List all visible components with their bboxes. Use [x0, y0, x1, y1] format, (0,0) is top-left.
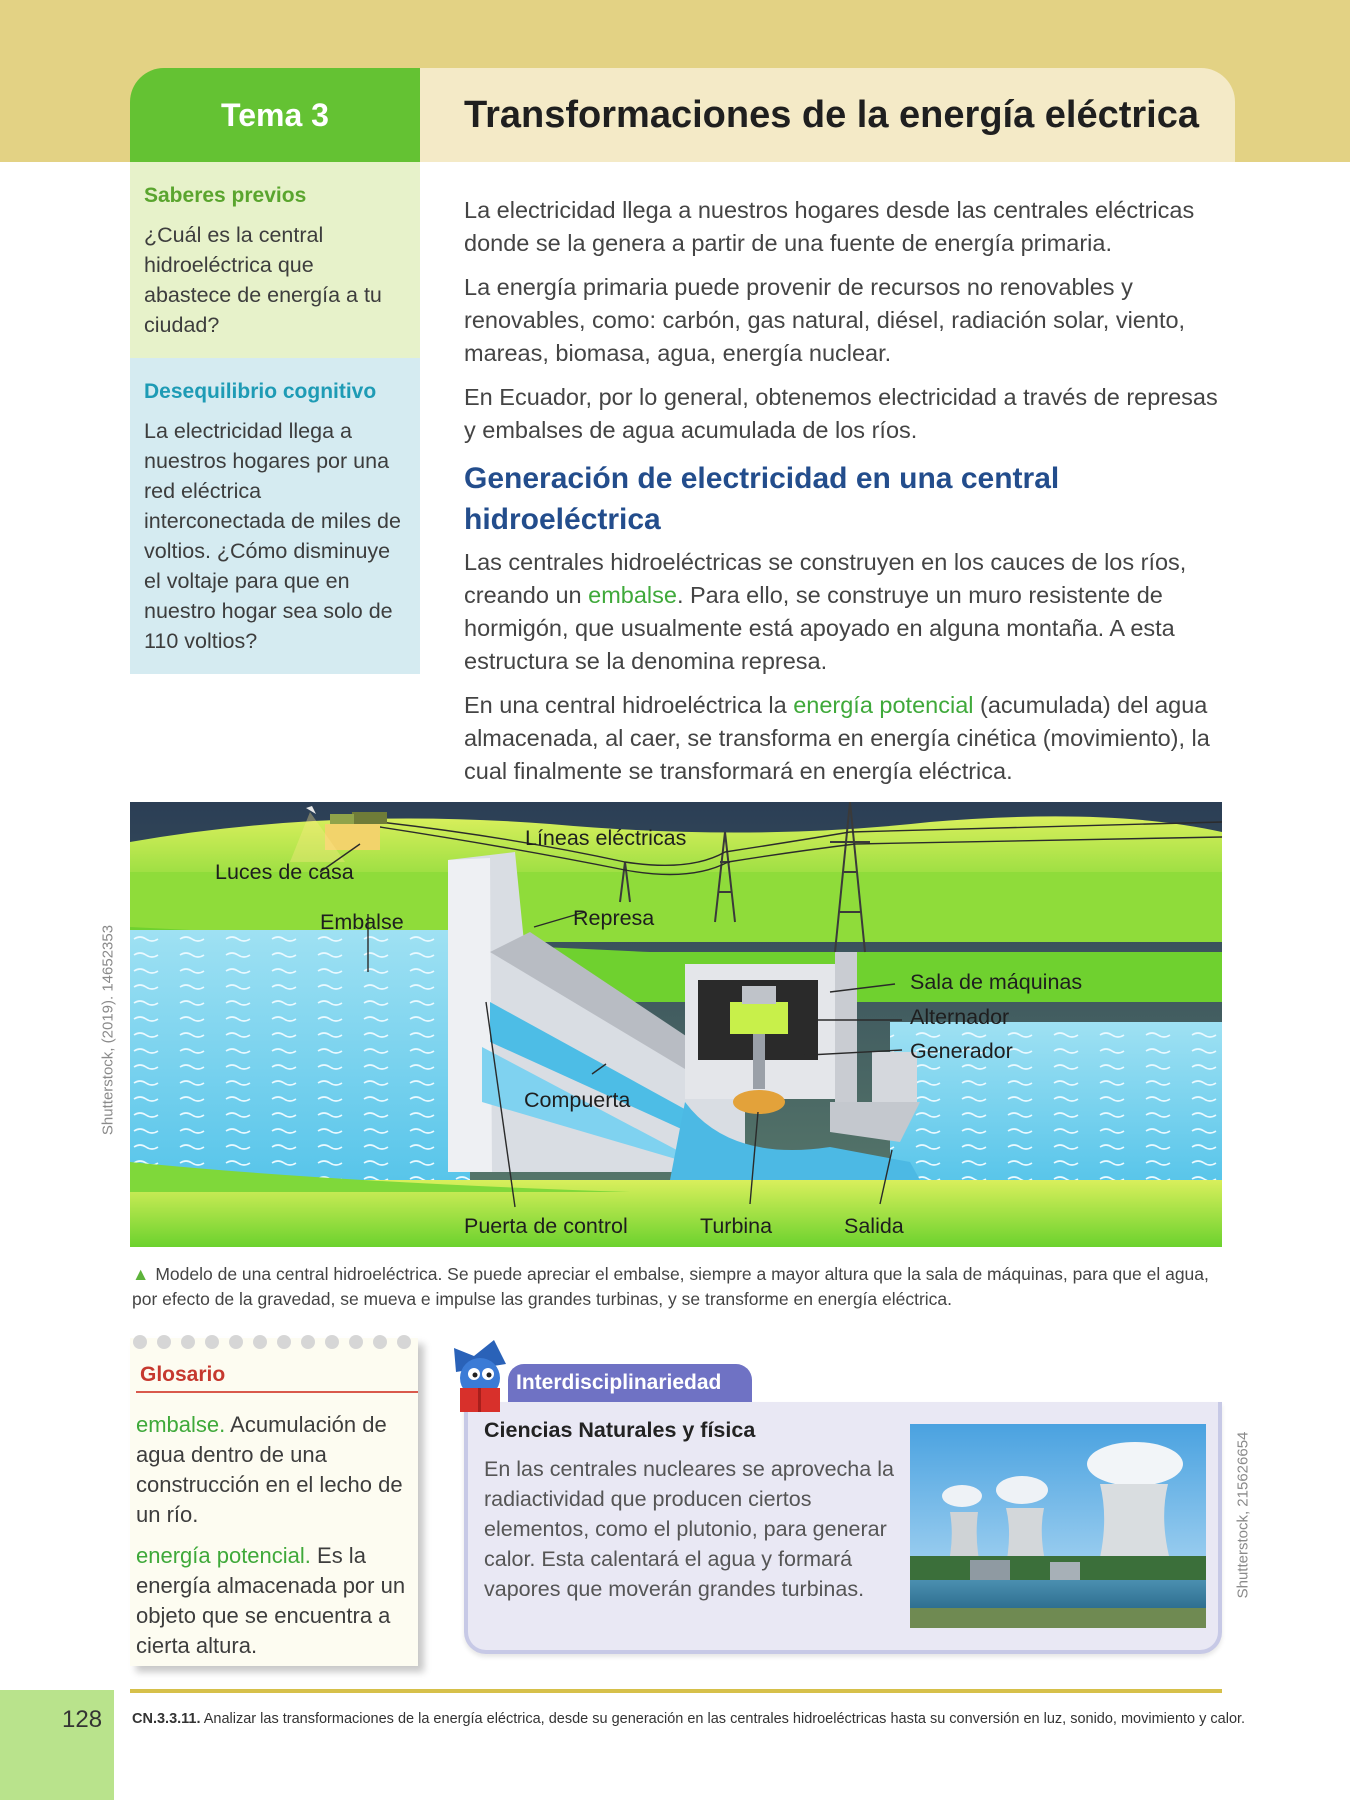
label-generador: Generador [910, 1039, 1013, 1063]
diagram-caption [132, 1262, 1222, 1312]
label-alternador: Alternador [910, 1005, 1010, 1029]
label-turbina: Turbina [700, 1214, 773, 1238]
page-title [420, 68, 1235, 162]
glosario-def-1: Acumulación de agua dentro de una construcción en el lecho de un río. [136, 1412, 403, 1527]
main-text [464, 194, 1224, 799]
paragraph-1: La electricidad llega a nuestros hogares desde las centrales eléctricas donde se la genera a partir de una fuente de energía primaria. [464, 197, 1195, 256]
footer-skill-description: Analizar las transformaciones de la energía eléctrica, desde su generación en las centrales hidroeléctricas hasta su conversión en luz, sonido, movimiento y calor. [200, 1711, 1246, 1727]
desequilibrio-text: La electricidad llega a nuestros hogares por una red eléctrica interconectada de miles de voltios. ¿Cómo disminuye el voltaje para que en nuestro hogar sea solo de 110 voltios? [144, 419, 401, 653]
p4-text-a: Las centrales hidroeléctricas se construyen en los cauces de los ríos, creando un [464, 549, 1187, 608]
diagram-credit: Shutterstock, (2019). 14652353 [99, 924, 117, 1136]
notebook-rings-icon [132, 1332, 422, 1352]
label-puerta-de-control: Puerta de control [464, 1214, 628, 1238]
label-salida: Salida [844, 1214, 904, 1238]
saberes-heading: Saberes previos [144, 184, 307, 207]
glosario-title: Glosario [140, 1363, 226, 1386]
glosario-term-2: energía potencial. [136, 1543, 311, 1568]
tema-label: Tema 3 [130, 68, 420, 162]
mascot-book-icon [444, 1338, 516, 1416]
interdisciplinariedad-text: En las centrales nucleares se aprovecha la radiactividad que producen ciertos elementos, como el plutonio, para generar calor. Esta calentará el agua y formará vapores que moverán grandes turbinas. [484, 1457, 894, 1601]
saberes-previos-box [130, 162, 420, 358]
glosario-text [136, 1410, 416, 1672]
glosario-term-1: embalse. [136, 1412, 226, 1437]
caption-text: Modelo de una central hidroeléctrica. Se puede apreciar el embalse, siempre a mayor altura que la sala de máquinas, para que el agua, por efecto de la gravedad, se mueva e impulse las grandes turbinas, y se transforme en energía eléctrica. [132, 1264, 1209, 1309]
page-number: 128 [62, 1706, 103, 1733]
glosario-entry-energia-potencial [136, 1541, 416, 1661]
interdisciplinariedad-subtitle: Ciencias Naturales y física [484, 1418, 756, 1442]
p5-text-b: (acumulada) del agua almacenada, al caer, se transforma en energía cinética (movimiento), la cual finalmente se transformará en energía eléctrica. [464, 692, 1210, 784]
paragraph-5 [464, 689, 1224, 788]
term-embalse: embalse [588, 582, 677, 608]
label-represa: Represa [573, 906, 655, 930]
footer-rule [130, 1689, 1222, 1693]
footer-skill-text [132, 1711, 1245, 1727]
desequilibrio-heading: Desequilibrio cognitivo [144, 380, 377, 403]
page-title-text: Transformaciones de la energía eléctrica [464, 93, 1200, 136]
label-sala-de-maquinas: Sala de máquinas [910, 970, 1083, 994]
label-embalse: Embalse [320, 910, 404, 934]
label-lineas-electricas: Líneas eléctricas [525, 826, 687, 850]
glosario-def-2: Es la energía almacenada por un objeto que se encuentra a cierta altura. [136, 1543, 406, 1658]
footer-skill-code: CN.3.3.11. [132, 1711, 201, 1727]
label-compuerta: Compuerta [524, 1088, 631, 1112]
section-heading: Generación de electricidad en una central hidroeléctrica [464, 462, 1060, 536]
interdisciplinariedad-tab [508, 1364, 752, 1402]
glosario-entry-embalse [136, 1410, 416, 1530]
p5-text-a: En una central hidroeléctrica la [464, 692, 794, 718]
term-energia-potencial: energía potencial [793, 692, 974, 718]
paragraph-3: En Ecuador, por lo general, obtenemos electricidad a través de represas y embalses de agua acumulada de los ríos. [464, 384, 1218, 443]
photo-credit: Shutterstock, 215626654 [1234, 1431, 1252, 1599]
label-luces-de-casa: Luces de casa [215, 860, 354, 884]
interdisciplinariedad-label: Interdisciplinariedad [516, 1371, 722, 1394]
p4-text-b: . Para ello, se construye un muro resistente de hormigón, que usualmente está apoyado en alguna montaña. A esta estructura se la denomina represa. [464, 582, 1175, 674]
triangle-icon: ▲ [132, 1264, 150, 1284]
paragraph-4 [464, 546, 1224, 678]
saberes-text: ¿Cuál es la central hidroeléctrica que abastece de energía a tu ciudad? [144, 223, 382, 337]
paragraph-2: La energía primaria puede provenir de recursos no renovables y renovables, como: carbón, gas natural, diésel, radiación solar, viento, mareas, biomasa, agua, energía nuclear. [464, 274, 1186, 366]
glosario-divider [136, 1391, 418, 1393]
hydroelectric-diagram [130, 802, 1222, 1247]
nuclear-plant-photo [910, 1424, 1206, 1628]
desequilibrio-box [130, 358, 420, 674]
